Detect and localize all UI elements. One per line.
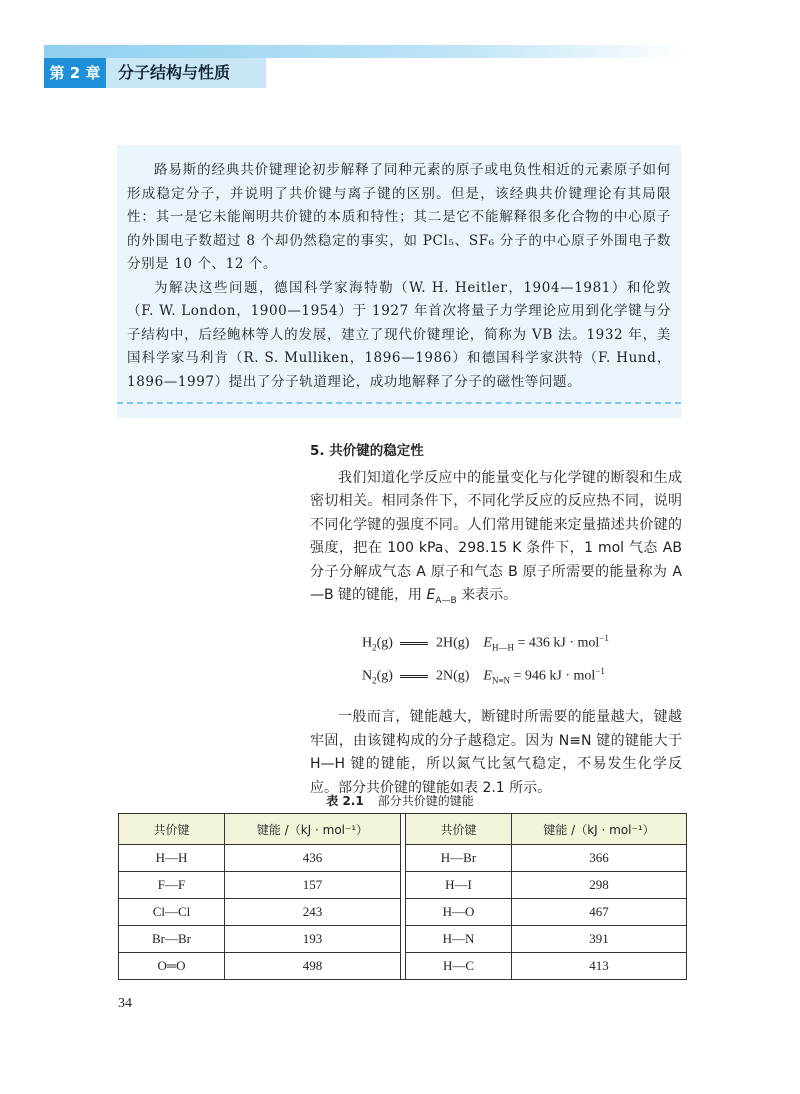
chapter-label: 第 2 章 xyxy=(44,58,106,88)
eq2-energy-sub: N≡N xyxy=(491,675,511,686)
eq1-left-sub: 2 xyxy=(372,642,377,653)
eq1-energy-sub: H—H xyxy=(491,642,514,653)
eq1-left: H xyxy=(362,635,373,651)
paragraph-1-end: 来表示。 xyxy=(456,587,518,603)
eq2-exp: −1 xyxy=(595,665,605,676)
eq2-energy-symbol: E xyxy=(483,668,492,684)
table-row xyxy=(119,926,687,953)
section-paragraph-2: 一般而言，键能越大，断键时所需要的能量越大，键越牢固，由该键构成的分子越稳定。因为 N≡N 键的键能大于 H—H 键的键能，所以氮气比氢气稳定，不易发生化学反应。部分共价键的键能如表 2.1 所示。 xyxy=(310,709,682,796)
info-box-paragraph-2: 为解决这些问题，德国科学家海特勒（W. H. Heitler，1904—1981）和伦敦（F. W. London，1900—1954）于 1927 年首次将量子力学理论应用到化学键与分子结构中，后经鲍林等人的发展，建立了现代价键理论，简称为 VB 法。1932 年，美国科学家马利肯（R. S. Mulliken，1896—1986）和德国科学家洪特（F. Hund，1896—1997）提出了分子轨道理论，成功地解释了分子的磁性等问题。 xyxy=(127,279,671,390)
table-row xyxy=(119,953,687,980)
eq2-right: 2N(g) xyxy=(435,668,470,684)
bond-cell: H—N xyxy=(406,926,512,953)
bond-energy-table xyxy=(118,813,687,980)
eq2-value: = 946 kJ · mol xyxy=(510,668,596,684)
chapter-title: 分子结构与性质 xyxy=(106,58,266,88)
bond-cell: H—O xyxy=(406,899,512,926)
eq1-energy-symbol: E xyxy=(483,635,492,651)
energy-cell: 157 xyxy=(225,872,401,899)
header-bond-left: 共价键 xyxy=(119,814,225,845)
section-paragraph-1 xyxy=(310,467,682,614)
section-heading: 5. 共价键的稳定性 xyxy=(310,443,424,459)
eq1-value: = 436 kJ · mol xyxy=(513,635,600,651)
table-caption-label: 表 2.1 xyxy=(326,794,364,808)
header-bond-right: 共价键 xyxy=(406,814,512,845)
energy-cell: 298 xyxy=(512,872,687,899)
bond-cell: H—Br xyxy=(406,845,512,872)
table-caption xyxy=(0,792,800,809)
eq1-arrow xyxy=(400,642,428,645)
dashed-divider xyxy=(117,402,681,404)
table-header-row xyxy=(119,814,687,845)
main-section xyxy=(310,440,682,800)
eq1-exp: −1 xyxy=(599,633,609,644)
energy-cell: 413 xyxy=(512,953,687,980)
table-row xyxy=(119,872,687,899)
eq1-left-end: (g) xyxy=(376,635,393,651)
table-caption-text: 部分共价键的键能 xyxy=(377,794,474,808)
paragraph-1-text: 我们知道化学反应中的能量变化与化学键的断裂和生成密切相关。相同条件下，不同化学反应的反应热不同，说明不同化学键的强度不同。人们常用键能来定量描述共价键的强度，把在 100 kPa、298.15 K 条件下，1 mol 气态 AB 分子分解成气态 A 原子和气态 B 原子所需要的能量称为 A—B 键的键能，用 xyxy=(310,469,682,603)
bond-cell: Br—Br xyxy=(119,926,225,953)
energy-cell: 243 xyxy=(225,899,401,926)
bond-energy-subscript: A—B xyxy=(435,595,457,606)
energy-cell: 436 xyxy=(225,845,401,872)
energy-cell: 498 xyxy=(225,953,401,980)
header-energy-right: 键能 /（kJ · mol⁻¹） xyxy=(512,814,687,845)
energy-cell: 391 xyxy=(512,926,687,953)
eq2-left-sub: 2 xyxy=(372,675,377,686)
info-box-paragraph-1: 路易斯的经典共价键理论初步解释了同种元素的原子或电负性相近的元素原子如何形成稳定分子，并说明了共价键与离子键的区别。但是，该经典共价键理论有其局限性：其一是它未能阐明共价键的本质和特性；其二是它不能解释很多化合物的中心原子的外围电子数超过 8 个却仍然稳定的事实，如 PCl₅、SF₆ 分子的中心原子外围电子数分别是 10 个、12 个。 xyxy=(127,162,671,272)
bond-cell: O═O xyxy=(119,953,225,980)
energy-cell: 366 xyxy=(512,845,687,872)
bond-cell: H—I xyxy=(406,872,512,899)
bond-cell: F—F xyxy=(119,872,225,899)
energy-cell: 467 xyxy=(512,899,687,926)
info-box xyxy=(117,145,681,418)
header-gradient-bar xyxy=(44,45,800,58)
table-row xyxy=(119,899,687,926)
bond-cell: H—C xyxy=(406,953,512,980)
bond-cell: Cl—Cl xyxy=(119,899,225,926)
equation-h2 xyxy=(362,627,682,659)
header-energy-left: 键能 /（kJ · mol⁻¹） xyxy=(225,814,401,845)
equation-n2 xyxy=(362,660,682,692)
equations xyxy=(362,627,682,692)
bond-cell: H—H xyxy=(119,845,225,872)
table-row xyxy=(119,845,687,872)
eq2-arrow xyxy=(400,675,428,678)
energy-cell: 193 xyxy=(225,926,401,953)
bond-energy-symbol: E xyxy=(426,587,436,603)
eq2-left: N xyxy=(362,668,373,684)
eq2-left-end: (g) xyxy=(376,668,393,684)
page-number: 34 xyxy=(118,996,132,1011)
eq1-right: 2H(g) xyxy=(435,635,470,651)
